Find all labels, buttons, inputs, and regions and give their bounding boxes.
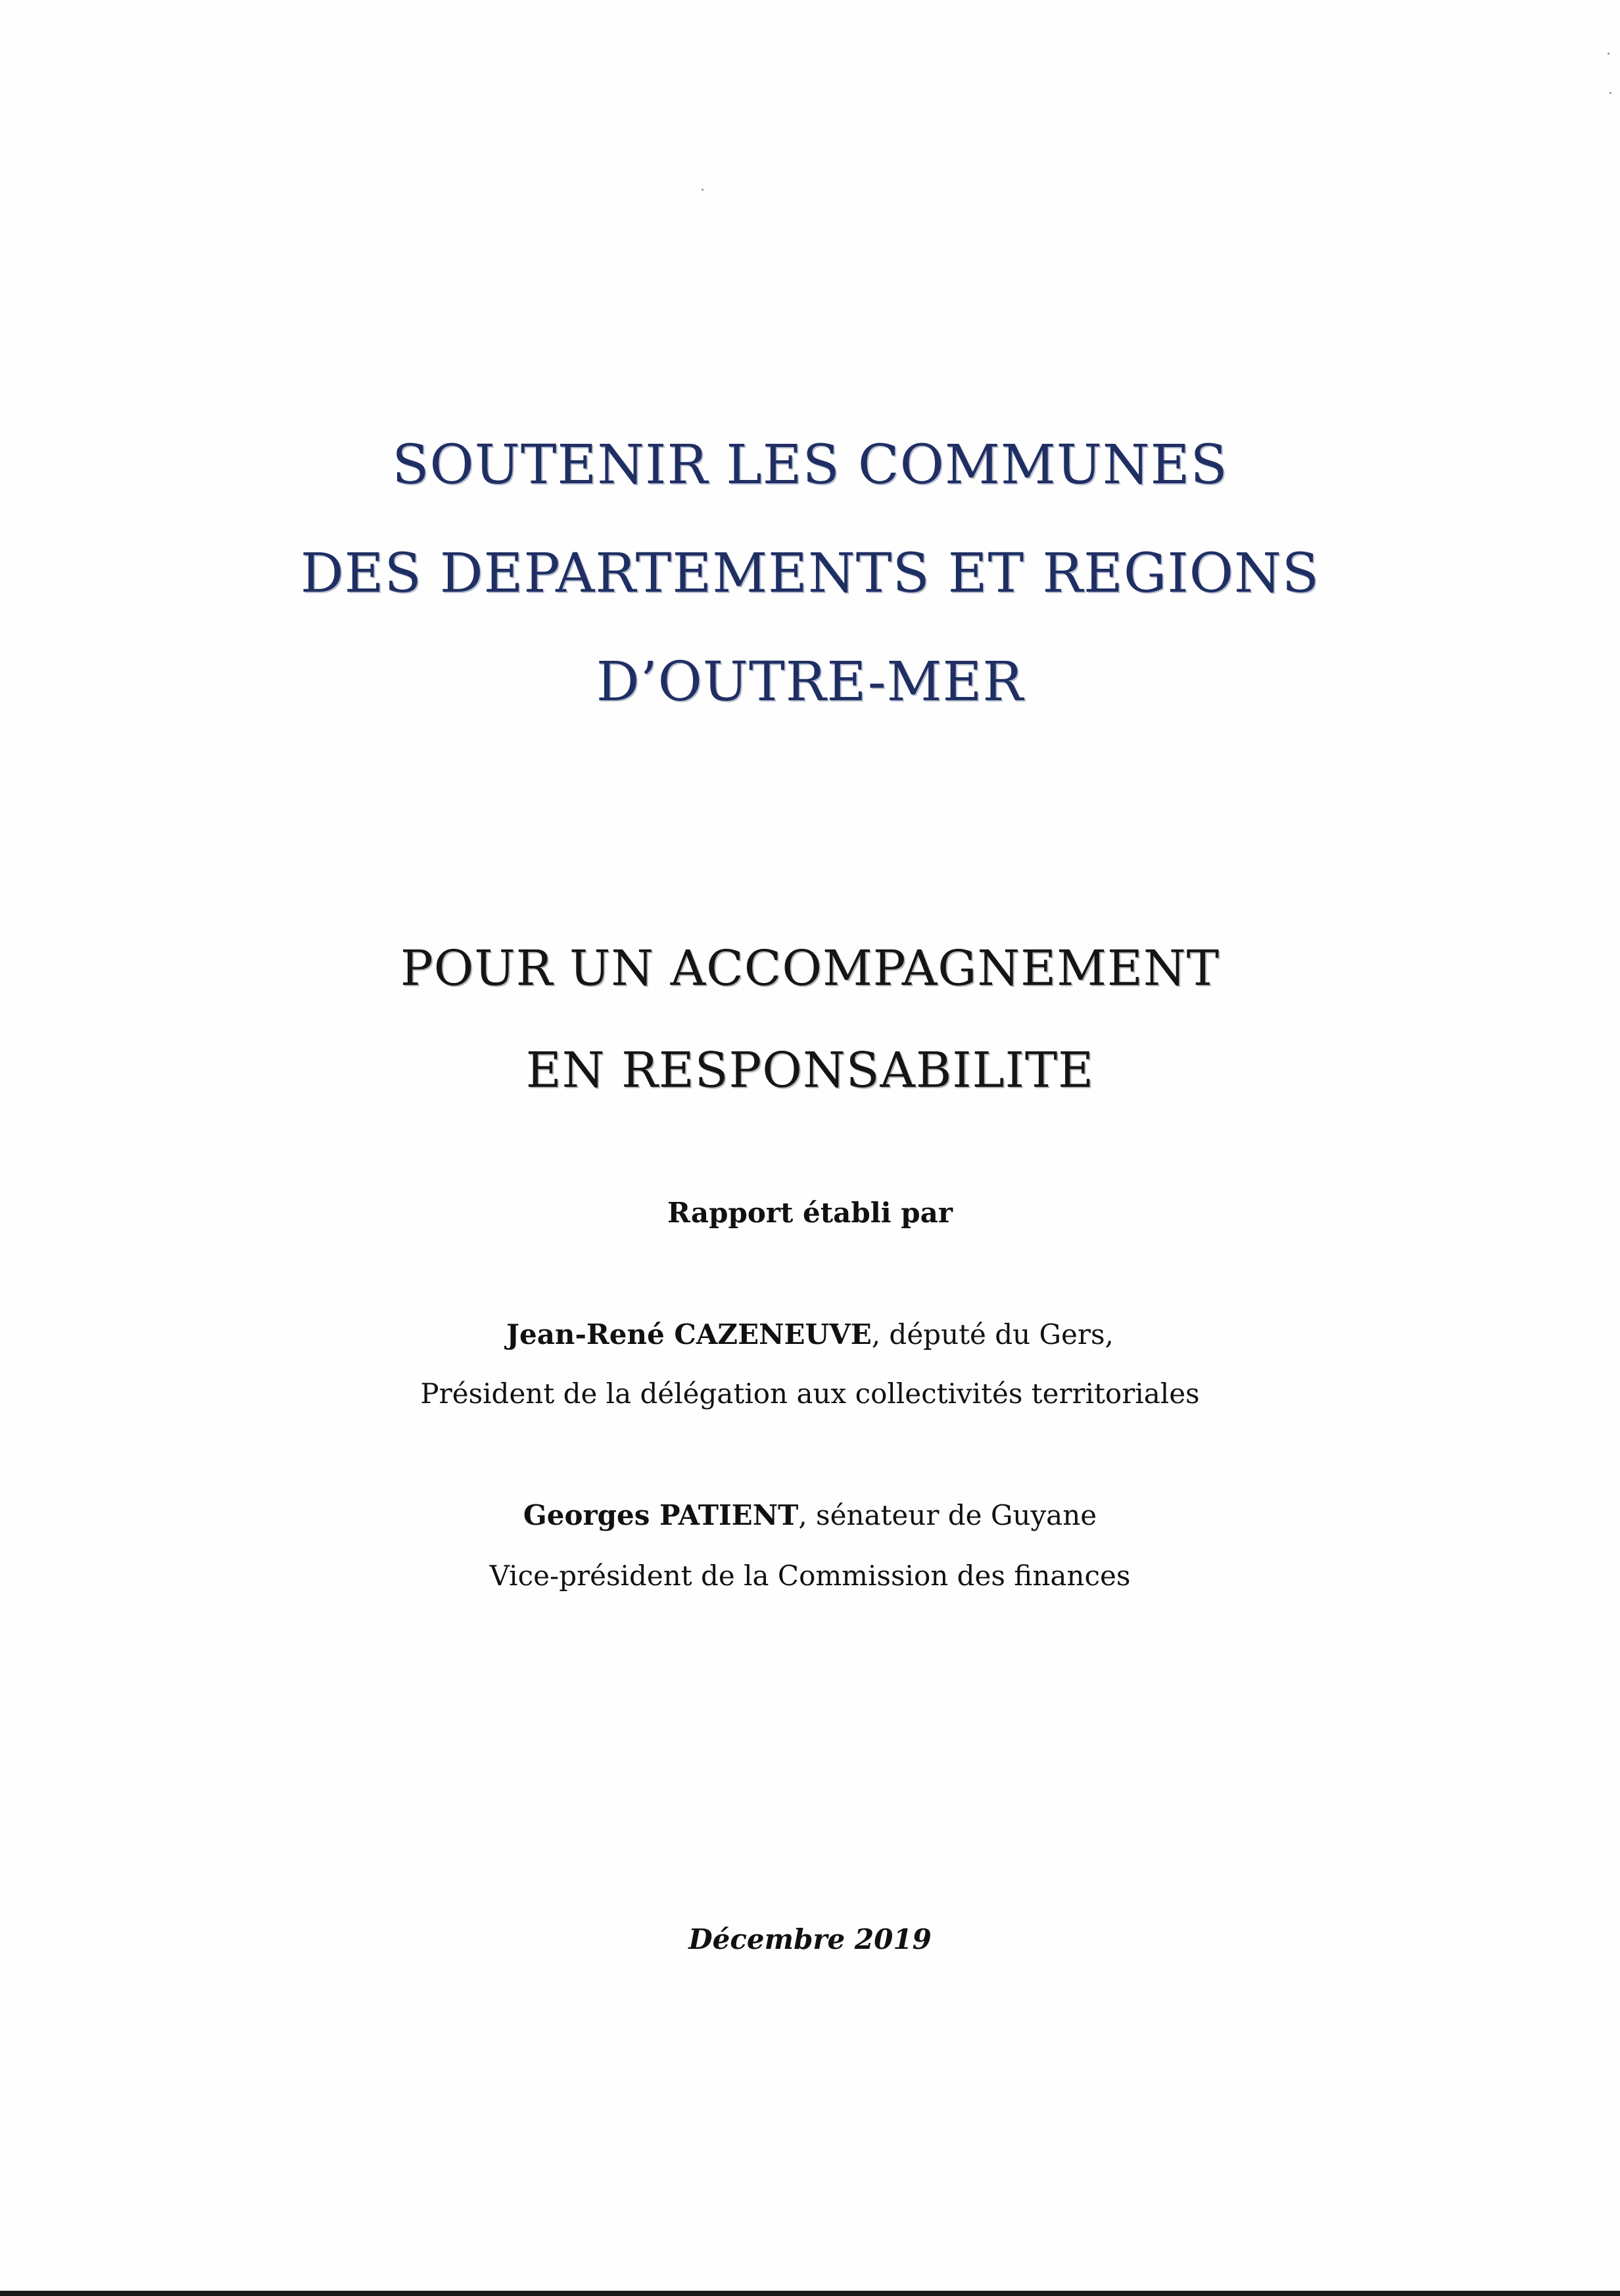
author-2-name: Georges PATIENT [523, 1499, 799, 1531]
scan-speck [1608, 53, 1609, 55]
author-1-position: Président de la délégation aux collectivités territoriales [420, 1377, 1200, 1410]
author-2-position: Vice-président de la Commission des finances [489, 1560, 1131, 1592]
scan-speck [702, 189, 703, 191]
report-date: Décembre 2019 [688, 1923, 932, 1955]
title-line-1: SOUTENIR LES COMMUNES [392, 434, 1228, 496]
report-by-label: Rapport établi par [667, 1197, 953, 1229]
scan-edge [0, 2291, 1620, 2296]
title-line-3: D’OUTRE-MER [596, 651, 1024, 713]
author-2-line [0, 1499, 1620, 1531]
author-1-line [0, 1318, 1620, 1351]
scan-speck [1609, 92, 1611, 94]
author-2-role: , sénateur de Guyane [798, 1499, 1097, 1531]
subtitle-line-1: POUR UN ACCOMPAGNEMENT [400, 940, 1220, 997]
title-line-2: DES DEPARTEMENTS ET REGIONS [300, 542, 1320, 605]
author-1-name: Jean-René CAZENEUVE [506, 1318, 872, 1351]
author-1-role: , député du Gers, [871, 1318, 1114, 1351]
subtitle-line-2: EN RESPONSABILITE [525, 1042, 1095, 1099]
